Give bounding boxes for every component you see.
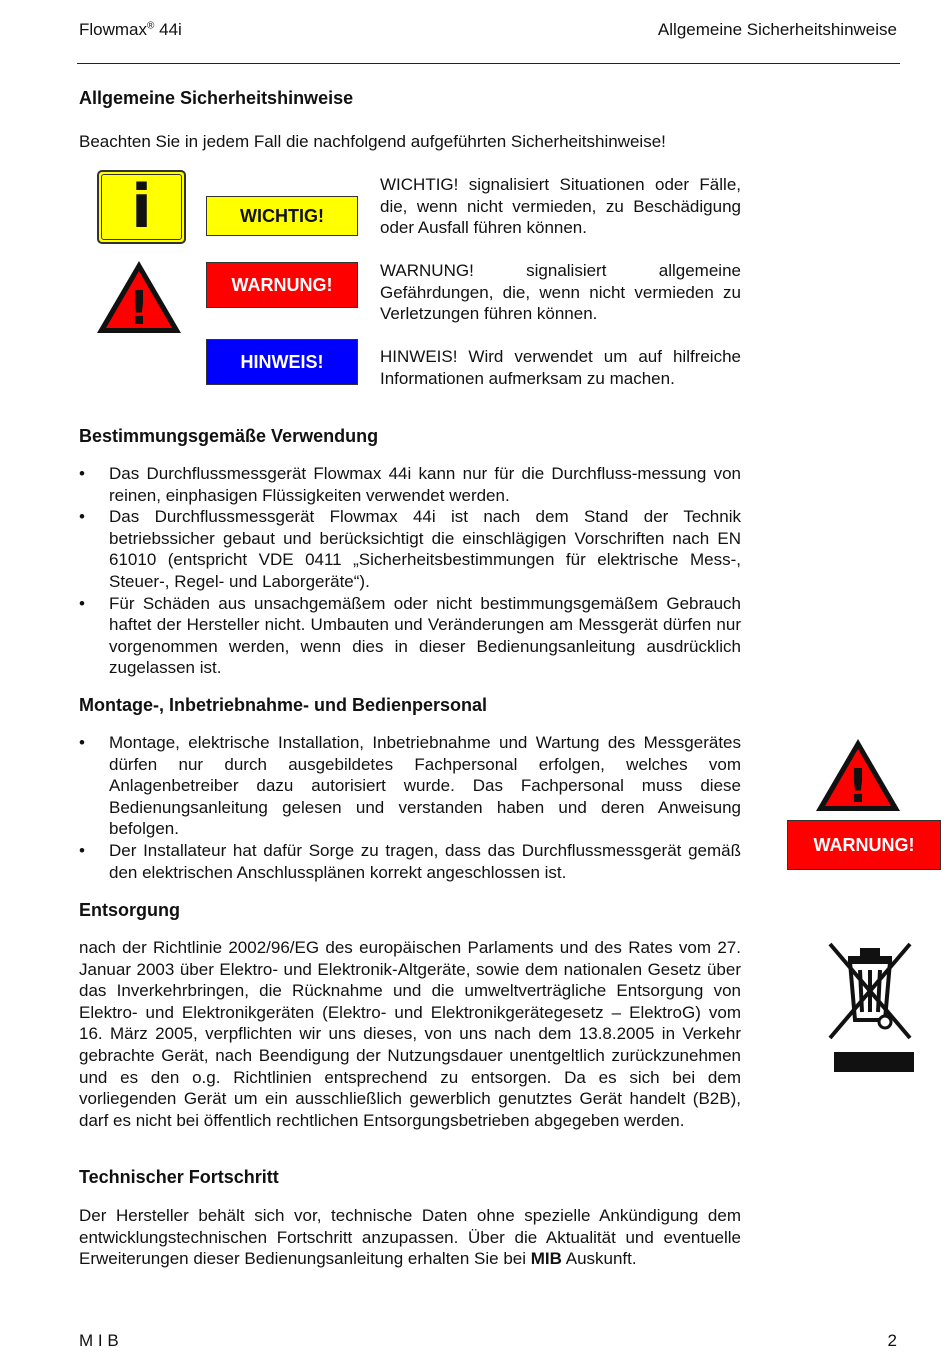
list-item: • Das Durchflussmessgerät Flowmax 44i kann nur für die Durchfluss-messung von reinen, einphasigen Flüssigkeiten verwendet werden. [79,464,741,505]
list-item: • Montage, elektrische Installation, Inbetriebnahme und Wartung des Messgerätes dürfen nur durch ausgebildetes Fachpersonal erfolgen, welches vom Anlagenbetreiber dazu autorisiert wurde. Das Fachpersonal muss diese Bedienungsanleitung gelesen und verstanden haben und deren Anweisung befolgen. [79,733,741,839]
page-number: 2 [887,1331,897,1350]
crossed-out-bin-icon [822,938,918,1078]
list-item: • Für Schäden aus unsachgemäßem oder nicht bestimmungsgemäßem Gebrauch haftet der Hersteller nicht. Umbauten und Veränderungen am Messgerät dürfen nur vorgenommen werden, wenn dies in dieser Bedienungsanleitung ausdrücklich zugelassen ist. [79,593,741,678]
company-bold: MIB [530,1249,562,1269]
info-icon: i [97,170,186,244]
fortschritt-heading: Technischer Fortschritt [79,1167,279,1187]
personal-heading: Montage-, Inbetriebnahme- und Bedienpersonal [79,695,488,715]
footer-company: M I B [79,1331,119,1350]
entsorgung-text: nach der Richtlinie 2002/96/EG des europäischen Parlaments und des Rates vom 27. Januar 2003 über Elektro- und Elektronik-Altgeräte, sowie dem nationalen Gesetz über das Inverkehrbringen, die Rücknahme und die umweltverträgliche Entsorgung von Elektro- und Elektronikgeräten (Elektro- und Elektronikgerätegesetz – ElektroG) vom 16. März 2005, verpflichten wir uns dieses, von uns nach dem 13.8.2005 in Verkehr gebrachte Gerät, nach Beendigung der Nutzungsdauer unentgeltlich zurückzunehmen und es den o.g. Richtlinien entsprechend zu entsorgen. Da es sich bei dem vorliegenden Gerät um ein ausschließlich gewerblich genutztes Gerät handelt (B2B), darf es nicht bei öffentlich rechtlichen Entsorgungsbetrieben abgegeben werden. [79,938,741,1130]
verwendung-heading: Bestimmungsgemäße Verwendung [79,426,379,446]
header-model: 44i [159,20,182,39]
hinweis-description: HINWEIS! Wird verwendet um auf hilfreiche Informationen aufmerksam zu machen. [380,347,741,388]
header-rule [77,63,900,64]
hinweis-label: HINWEIS! [206,339,358,385]
intro-text: Beachten Sie in jedem Fall die nachfolgend aufgeführten Sicherheitshinweise! [79,132,666,151]
list-item: • Das Durchflussmessgerät Flowmax 44i ist nach dem Stand der Technik betriebssicher gebaut und berücksichtigt die einschlägigen Vorschriften nach EN 61010 (entspricht VDE 0411 „Sicherheitsbestimmungen für elektrische Mess-, Steuer-, Regel- und Laborgeräte“). [79,507,741,591]
header-section: Allgemeine Sicherheitshinweise [657,20,897,39]
fortschritt-text: Der Hersteller behält sich vor, technische Daten ohne spezielle Ankündigung dem entwicklungstechnischen Fortschritt anzupassen. Über die Aktualität und eventuelle Erweiterungen dieser Bedienungsanleitung erhalten Sie bei MIB Auskunft. [79,1206,741,1269]
personal-list [79,732,741,883]
side-warnung-label: WARNUNG! [787,820,941,870]
svg-text:!: ! [847,759,869,813]
warnung-description: WARNUNG! signalisiert allgemeine Gefährdungen, die, wenn nicht vermieden zu Verletzungen führen können. [380,261,741,324]
verwendung-list [79,463,741,679]
warnung-label: WARNUNG! [206,262,358,308]
warning-triangle-icon [95,258,183,336]
entsorgung-heading: Entsorgung [79,900,180,920]
list-item: • Der Installateur hat dafür Sorge zu tragen, dass das Durchflussmessgerät gemäß den elektrischen Anschlussplänen korrekt angeschlossen ist. [79,840,741,882]
header-product: Flowmax® 44i [79,20,182,39]
wichtig-description: WICHTIG! signalisiert Situationen oder Fälle, die, wenn nicht vermieden, zu Beschädigung oder Ausfall führen können. [380,175,741,238]
page-title: Allgemeine Sicherheitshinweise [79,88,354,108]
side-warning-triangle-icon [813,736,903,814]
svg-text:!: ! [128,281,150,335]
registered-mark: ® [147,20,155,32]
wichtig-label: WICHTIG! [206,196,358,236]
